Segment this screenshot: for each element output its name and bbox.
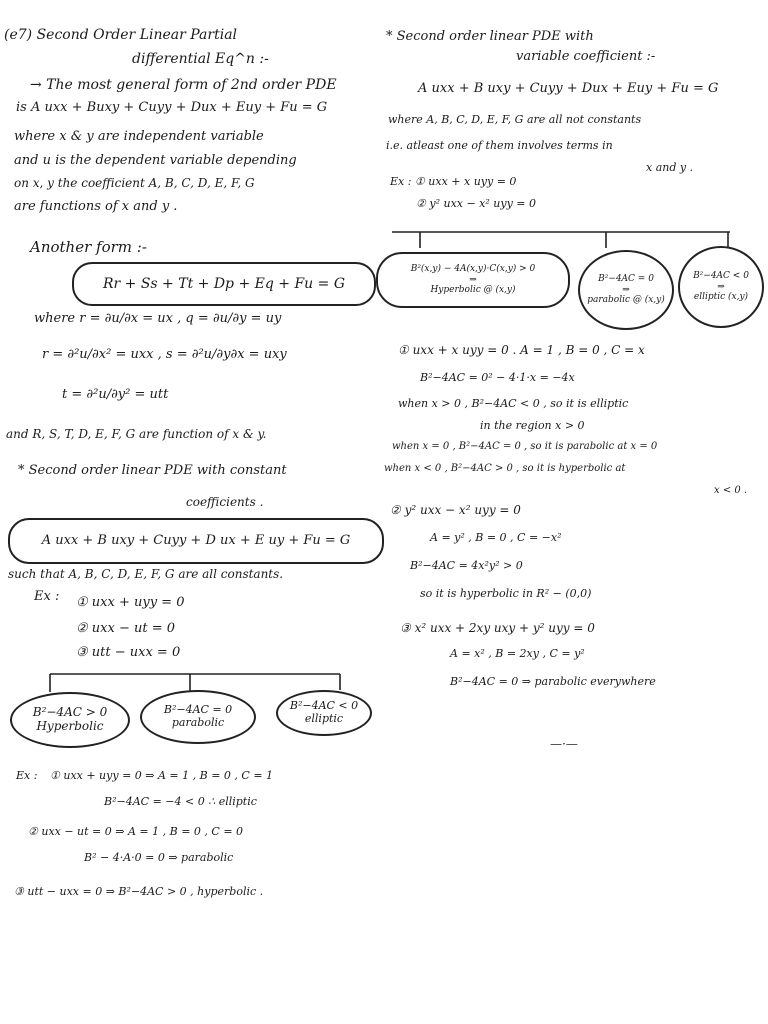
example-1: ① uxx + uyy = 0: [76, 595, 185, 610]
intro-line-2: is A uxx + Buxy + Cuyy + Dux + Euy + Fu = G: [16, 100, 328, 115]
intro-line-1: → The most general form of 2nd order PDE: [30, 77, 337, 93]
hyperbolic-box: [10, 692, 130, 748]
var-elliptic-box: [678, 246, 764, 328]
solution-line-1: ① uxx + uyy = 0 ⇒ A = 1 , B = 0 , C = 1: [50, 769, 274, 782]
var-hyperbolic-arrow: ⇒: [469, 274, 477, 285]
example-2: ② uxx − ut = 0: [76, 621, 176, 636]
def-line-2: r = ∂²u/∂x² = uxx , s = ∂²u/∂y∂x = uxy: [42, 347, 287, 362]
examples-label: Ex :: [34, 589, 60, 604]
intro-line-4: and u is the dependent variable depending: [14, 153, 297, 168]
worked-line-13: A = x² , B = 2xy , C = y²: [450, 647, 585, 660]
var-parabolic-arrow: ⇒: [622, 284, 630, 295]
worked-line-8: ② y² uxx − x² uyy = 0: [390, 503, 521, 517]
parabolic-label: parabolic: [171, 716, 225, 729]
var-parabolic-condition: B²−4AC = 0: [598, 274, 654, 285]
worked-line-9: A = y² , B = 0 , C = −x²: [430, 531, 562, 544]
worked-line-3: when x > 0 , B²−4AC < 0 , so it is elliptic: [398, 397, 629, 410]
worked-line-4: in the region x > 0: [480, 419, 585, 432]
another-form-heading: Another form :-: [30, 238, 147, 256]
hyperbolic-condition: B²−4AC > 0: [32, 705, 108, 720]
worked-end-mark: —·—: [550, 737, 578, 751]
left-heading-line1: (e7) Second Order Linear Partial: [4, 27, 238, 43]
parabolic-condition: B²−4AC = 0: [163, 703, 233, 717]
var-hyperbolic-condition: B²(x,y) − 4A(x,y)·C(x,y) > 0: [410, 264, 536, 275]
elliptic-box: [276, 690, 372, 736]
worked-line-14: B²−4AC = 0 ⇒ parabolic everywhere: [450, 675, 656, 688]
const-heading-line2: coefficients .: [186, 495, 264, 509]
var-note-1: where A, B, C, D, E, F, G are all not constants: [388, 113, 642, 126]
var-note-2: i.e. atleast one of them involves terms in: [386, 139, 613, 152]
intro-line-5: on x, y the coefficient A, B, C, D, E, F, G: [14, 176, 255, 190]
var-example-2: ② y² uxx − x² uyy = 0: [416, 197, 537, 210]
hyperbolic-label: Hyperbolic: [36, 719, 104, 733]
worked-line-6: when x < 0 , B²−4AC > 0 , so it is hyperbolic at: [384, 463, 626, 474]
elliptic-label: elliptic: [304, 712, 344, 725]
solution-line-2: B²−4AC = −4 < 0 ∴ elliptic: [104, 795, 257, 808]
intro-line-3: where x & y are independent variable: [14, 129, 264, 144]
solution-line-3: ② uxx − ut = 0 ⇒ A = 1 , B = 0 , C = 0: [28, 825, 244, 838]
var-note-3: x and y .: [646, 161, 694, 174]
var-elliptic-arrow: ⇒: [717, 281, 725, 292]
var-example-1: Ex : ① uxx + x uyy = 0: [390, 175, 517, 188]
const-note: such that A, B, C, D, E, F, G are all constants.: [8, 567, 284, 581]
example-3: ③ utt − uxx = 0: [76, 645, 181, 660]
var-elliptic-label: elliptic (x,y): [693, 292, 749, 303]
var-parabolic-label: parabolic @ (x,y): [587, 295, 665, 306]
var-heading-line2: variable coefficient :-: [516, 49, 656, 64]
worked-line-11: so it is hyperbolic in R² − (0,0): [420, 587, 592, 600]
worked-line-12: ③ x² uxx + 2xy uxy + y² uyy = 0: [400, 621, 595, 635]
elliptic-condition: B²−4AC < 0: [289, 699, 359, 713]
def-line-3: t = ∂²u/∂y² = utt: [62, 387, 169, 402]
worked-line-5: when x = 0 , B²−4AC = 0 , so it is parabolic at x = 0: [392, 441, 658, 452]
worked-line-2: B²−4AC = 0² − 4·1·x = −4x: [420, 371, 575, 384]
intro-line-6: are functions of x and y .: [14, 199, 178, 214]
var-elliptic-condition: B²−4AC < 0: [693, 271, 749, 282]
parabolic-box: [140, 690, 256, 744]
const-eq-text: A uxx + B uxy + Cuyy + D ux + E uy + Fu = G: [41, 532, 351, 548]
worked-line-1: ① uxx + x uyy = 0 . A = 1 , B = 0 , C = x: [398, 343, 645, 357]
var-heading-line1: * Second order linear PDE with: [386, 29, 594, 44]
another-form-eq-text: Rr + Ss + Tt + Dp + Eq + Fu = G: [102, 275, 346, 292]
solution-line-5: ③ utt − uxx = 0 ⇒ B²−4AC > 0 , hyperbolic .: [14, 885, 264, 898]
functions-note: and R, S, T, D, E, F, G are function of x & y.: [6, 427, 267, 441]
var-parabolic-box: [578, 250, 674, 330]
worked-line-10: B²−4AC = 4x²y² > 0: [410, 559, 523, 572]
var-hyperbolic-label: Hyperbolic @ (x,y): [430, 285, 516, 296]
const-heading-line1: * Second order linear PDE with constant: [18, 463, 287, 478]
var-hyperbolic-box: [376, 252, 570, 308]
solutions-label: Ex :: [16, 769, 38, 782]
def-line-1: where r = ∂u/∂x = ux , q = ∂u/∂y = uy: [34, 311, 282, 326]
worked-line-7: x < 0 .: [714, 485, 748, 496]
left-heading-line2: differential Eq^n :-: [132, 51, 269, 67]
solution-line-4: B² − 4·A·0 = 0 ⇒ parabolic: [84, 851, 234, 864]
var-equation: A uxx + B uxy + Cuyy + Dux + Euy + Fu = G: [418, 81, 719, 96]
